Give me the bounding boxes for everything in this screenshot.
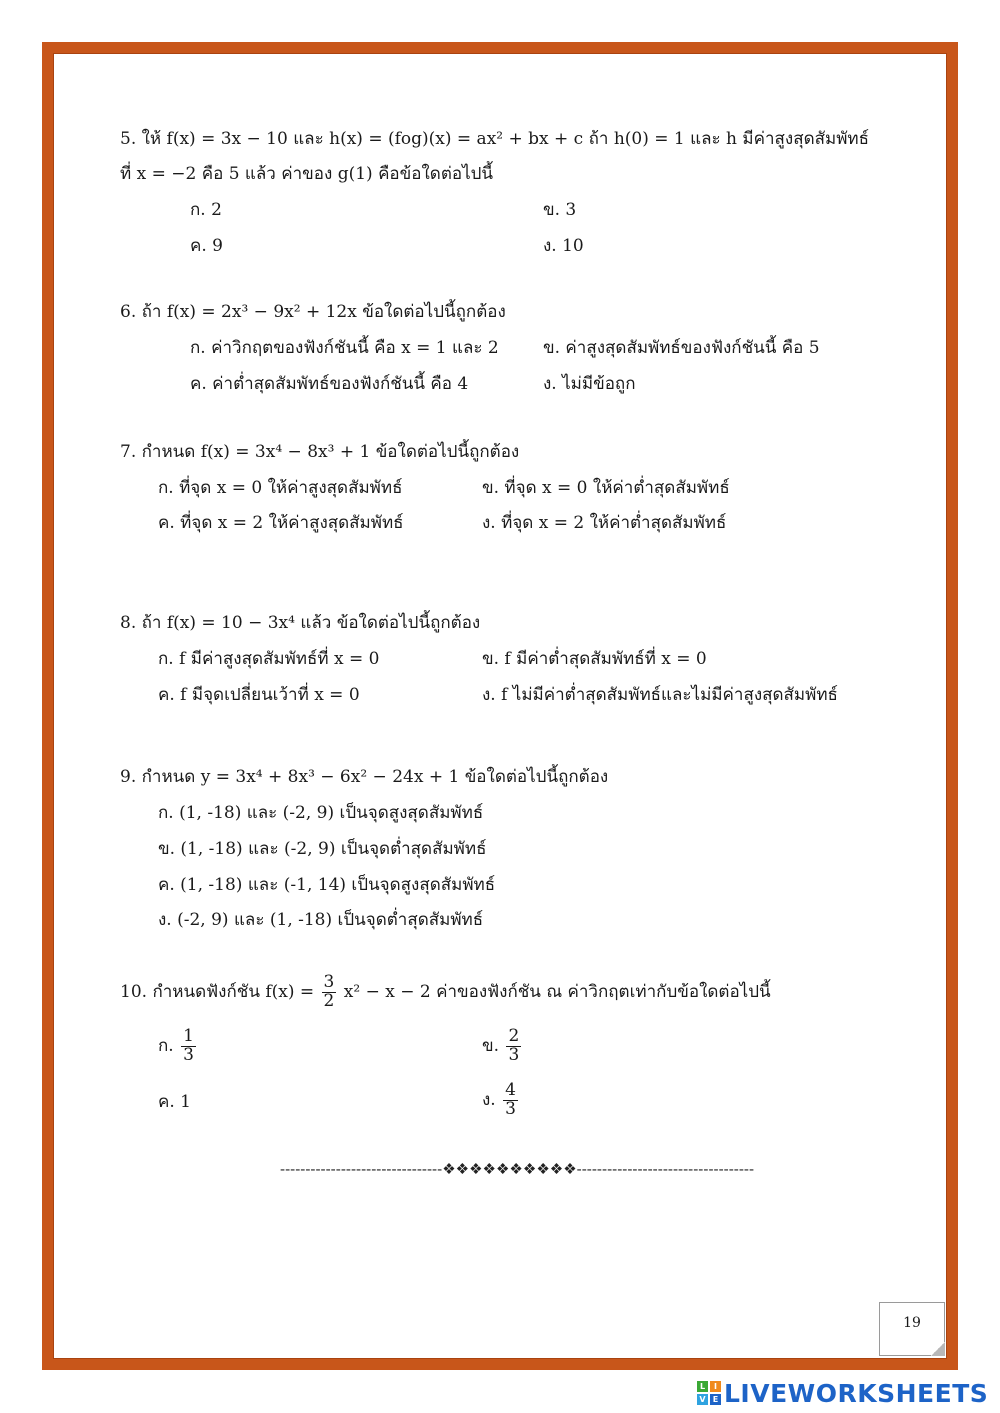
q8-option-a: ก. f มีค่าสูงสุดสัมพัทธ์ที่ x = 0 (158, 649, 380, 669)
q9-option-a: ก. (1, -18) และ (-2, 9) เป็นจุดสูงสุดสัมพัทธ์ (158, 803, 484, 823)
logo-icon-letter-e: E (710, 1394, 721, 1405)
q10-option-b-fraction (506, 1028, 521, 1065)
q7-option-c: ค. ที่จุด x = 2 ให้ค่าสูงสุดสัมพัทธ์ (158, 513, 404, 533)
q9-option-d: ง. (-2, 9) และ (1, -18) เป็นจุดต่ำสุดสัมพัทธ์ (158, 910, 484, 930)
q9-option-b: ข. (1, -18) และ (-2, 9) เป็นจุดต่ำสุดสัมพัทธ์ (158, 839, 487, 859)
q10-line1 (120, 974, 771, 1011)
q7-line1: 7. กำหนด f(x) = 3x⁴ − 8x³ + 1 ข้อใดต่อไปนี้ถูกต้อง (120, 442, 520, 462)
q9-line1: 9. กำหนด y = 3x⁴ + 8x³ − 6x² − 24x + 1 ข้อใดต่อไปนี้ถูกต้อง (120, 767, 609, 787)
q10-option-d-fraction (503, 1082, 518, 1119)
q6-line1: 6. ถ้า f(x) = 2x³ − 9x² + 12x ข้อใดต่อไปนี้ถูกต้อง (120, 302, 506, 322)
page-number-box (879, 1302, 945, 1356)
q10-option-b (482, 1028, 523, 1065)
q10-option-b-denominator: 3 (508, 1044, 520, 1065)
section-divider: --------------------------------❖❖❖❖❖❖❖❖❖❖----------------------------------- (280, 1160, 755, 1178)
q10-prefix: 10. กำหนดฟังก์ชัน f(x) = (120, 981, 315, 1002)
q10-option-d-numerator: 4 (505, 1080, 516, 1100)
q5-line2: ที่ x = −2 คือ 5 แล้ว ค่าของ g(1) คือข้อใดต่อไปนี้ (120, 164, 494, 184)
q10-option-a (158, 1028, 198, 1065)
q10-coefficient-fraction (322, 974, 337, 1011)
q10-option-d (482, 1082, 520, 1119)
q10-option-d-label: ง. (482, 1089, 496, 1110)
liveworksheets-logo-icon (697, 1381, 721, 1405)
q6-option-c: ค. ค่าต่ำสุดสัมพัทธ์ของฟังก์ชันนี้ คือ 4 (190, 374, 469, 394)
q10-option-a-denominator: 3 (183, 1044, 194, 1065)
q10-option-b-label: ข. (482, 1035, 500, 1056)
q6-option-b: ข. ค่าสูงสุดสัมพัทธ์ของฟังก์ชันนี้ คือ 5 (543, 338, 820, 358)
page-curl-icon (931, 1342, 945, 1356)
q10-coef-numerator: 3 (323, 972, 335, 992)
q6-option-d: ง. ไม่มีข้อถูก (543, 374, 636, 394)
q7-option-d: ง. ที่จุด x = 2 ให้ค่าต่ำสุดสัมพัทธ์ (482, 513, 727, 533)
q10-option-b-numerator: 2 (508, 1026, 520, 1046)
page-number: 19 (903, 1315, 921, 1331)
q5-option-c: ค. 9 (190, 236, 223, 256)
q10-option-c: ค. 1 (158, 1092, 191, 1112)
q8-option-b: ข. f มีค่าต่ำสุดสัมพัทธ์ที่ x = 0 (482, 649, 707, 669)
q10-option-d-denominator: 3 (505, 1098, 516, 1119)
q10-option-a-label: ก. (158, 1035, 174, 1056)
q10-option-a-fraction (181, 1028, 196, 1065)
liveworksheets-logo-text: LIVEWORKSHEETS (724, 1378, 989, 1408)
q7-option-a: ก. ที่จุด x = 0 ให้ค่าสูงสุดสัมพัทธ์ (158, 478, 403, 498)
q10-coef-denominator: 2 (323, 990, 335, 1011)
q6-option-a: ก. ค่าวิกฤตของฟังก์ชันนี้ คือ x = 1 และ 2 (190, 338, 499, 358)
q7-option-b: ข. ที่จุด x = 0 ให้ค่าต่ำสุดสัมพัทธ์ (482, 478, 730, 498)
q8-option-d: ง. f ไม่มีค่าต่ำสุดสัมพัทธ์และไม่มีค่าสูงสุดสัมพัทธ์ (482, 685, 838, 705)
q5-option-d: ง. 10 (543, 236, 584, 256)
q8-option-c: ค. f มีจุดเปลี่ยนเว้าที่ x = 0 (158, 685, 360, 705)
q5-option-a: ก. 2 (190, 200, 222, 220)
q5-line1: 5. ให้ f(x) = 3x − 10 และ h(x) = (fog)(x) = ax² + bx + c ถ้า h(0) = 1 และ h มีค่าสูงสุดสัมพัทธ์ (120, 129, 869, 149)
q10-suffix: x² − x − 2 ค่าของฟังก์ชัน ณ ค่าวิกฤตเท่ากับข้อใดต่อไปนี้ (343, 981, 771, 1002)
logo-icon-letter-i: I (710, 1381, 721, 1392)
q8-line1: 8. ถ้า f(x) = 10 − 3x⁴ แล้ว ข้อใดต่อไปนี้ถูกต้อง (120, 613, 481, 633)
q10-option-a-numerator: 1 (183, 1026, 194, 1046)
liveworksheets-logo (697, 1378, 988, 1408)
logo-icon-letter-l: L (697, 1381, 708, 1392)
q9-option-c: ค. (1, -18) และ (-1, 14) เป็นจุดสูงสุดสัมพัทธ์ (158, 875, 496, 895)
logo-icon-letter-v: V (697, 1394, 708, 1405)
q5-option-b: ข. 3 (543, 200, 577, 220)
